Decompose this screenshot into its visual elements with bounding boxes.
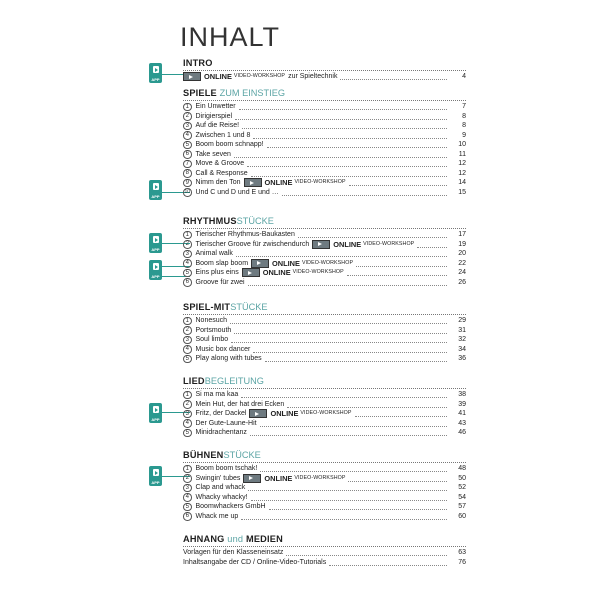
page-number: 39 [458,400,466,408]
section-spiele [183,88,466,197]
page-number: 50 [458,474,466,482]
toc-entry[interactable] [183,72,466,82]
app-badge[interactable]: APP [149,233,162,253]
page-number: 14 [458,179,466,186]
entry-number: 10 [184,189,191,195]
entry-title: Si ma ma kaa [195,391,239,398]
play-icon [153,66,159,73]
video-icon [243,474,261,483]
page-number: 34 [458,345,466,353]
entry-number: 6 [183,512,192,521]
dot-leader [417,241,447,248]
play-icon [153,406,159,413]
dot-leader [231,336,447,343]
entry-title: Boomwhackers GmbH [195,503,266,510]
divider [183,70,466,71]
toc-entry[interactable] [183,230,466,240]
entry-title: Und C und D und E und … [195,188,279,196]
dot-leader [347,269,447,276]
entry-title: Ein Unwetter [195,103,236,110]
toc-entry[interactable] [183,102,466,112]
dot-leader [251,494,447,501]
entry-title: Vorlagen für den Klasseneinsatz [183,549,284,556]
page-number: 4 [462,73,466,80]
entry-number: 3 [183,122,192,131]
page-number: 22 [458,259,466,267]
toc-entry[interactable] [183,464,466,474]
entry-number: 4 [183,259,192,268]
section-heading: BÜHNENSTÜCKE [183,450,261,460]
page-number: 52 [458,484,466,491]
section-rhythmus [183,216,466,287]
dot-leader [250,429,447,436]
dot-leader [355,410,447,417]
page-number: 17 [458,231,466,238]
section-heading: SPIEL-MITSTÜCKE [183,302,268,312]
entry-number: 4 [183,493,192,502]
entry-title: Fritz, der Dackel ONLINE VIDEO-WORKSHOP [195,409,352,418]
entry-title: Portsmouth [195,326,232,334]
dot-leader [298,231,447,238]
entry-number: 9 [183,179,192,188]
toc-entry[interactable] [183,240,466,250]
toc-entry[interactable] [183,178,466,188]
page-number: 48 [458,465,466,472]
toc-entry[interactable] [183,419,466,429]
toc-entry[interactable] [183,428,466,438]
toc-entry[interactable] [183,188,466,198]
entry-number: 3 [183,250,192,259]
dot-leader [241,513,447,520]
page-title: INHALT [180,22,281,52]
play-icon [153,183,159,190]
entry-title: ONLINE VIDEO-WORKSHOP zur Spieltechnik [183,72,337,82]
divider [183,314,466,315]
entry-number: 7 [183,160,192,169]
entry-number: 3 [183,410,192,419]
section-heading: SPIELE ZUM EINSTIEG [183,88,285,98]
toc-entry[interactable] [183,268,466,278]
dot-leader [239,103,447,110]
toc-entry[interactable] [183,278,466,288]
section-buehnen [183,450,466,521]
play-icon [153,236,159,243]
page-number: 38 [458,391,466,398]
entry-number: 6 [183,150,192,159]
toc-entry[interactable] [183,512,466,522]
dot-leader [242,122,447,129]
page-number: 20 [458,250,466,257]
page-number: 46 [458,429,466,436]
toc-entry[interactable] [183,390,466,400]
toc-entry[interactable] [183,316,466,326]
page-number: 54 [458,493,466,501]
entry-title: Nonesuch [195,317,228,324]
entry-number: 5 [183,503,192,512]
dot-leader [349,179,447,186]
toc-entry[interactable] [183,400,466,410]
toc-entry[interactable] [183,150,466,160]
page-number: 8 [462,112,466,120]
entry-number: 4 [183,131,192,140]
dot-leader [260,465,447,472]
entry-title: Boom boom tschak! [195,465,258,472]
page-number: 31 [458,326,466,334]
toc-entry[interactable] [183,354,466,364]
dot-leader [248,279,447,286]
toc-entry[interactable] [183,409,466,419]
page-number: 36 [458,355,466,362]
dot-leader [329,559,447,566]
dot-leader [348,475,447,482]
dot-leader [356,260,447,267]
entry-title: Auf die Reise! [195,122,240,129]
entry-title: Inhaltsangabe der CD / Online-Video-Tutorials [183,558,327,566]
entry-number: 4 [183,345,192,354]
app-badge[interactable]: APP [149,180,162,200]
section-anhang [183,534,466,567]
toc-entry[interactable] [183,249,466,259]
entry-title: Groove für zwei [195,278,245,286]
video-icon [249,409,267,418]
page-number: 11 [458,150,466,158]
entry-title: Nimm den Ton ONLINE VIDEO-WORKSHOP [195,178,346,187]
entry-number: 6 [183,278,192,287]
page-number: 24 [458,269,466,276]
entry-number: 5 [183,429,192,438]
page-number: 57 [458,503,466,510]
entry-title: Tierischer Rhythmus-Baukasten [195,231,295,238]
entry-title: Tierischer Groove für zwischendurch ONLINE VIDEO-WORKSHOP [195,239,415,249]
entry-title: Whacky whacky! [195,493,248,501]
dot-leader [230,317,447,324]
toc-entry[interactable] [183,140,466,150]
page-number: 26 [458,278,466,286]
entry-number: 3 [183,484,192,493]
entry-title: Call & Response [195,169,248,177]
entry-title: Soul limbo [195,336,229,343]
page-number: 41 [458,410,466,417]
dot-leader [282,189,447,196]
entry-title: Whack me up [195,512,239,520]
app-badge[interactable]: APP [149,63,162,83]
play-icon [153,469,159,476]
page-number: 9 [462,131,466,139]
app-badge[interactable]: APP [149,260,162,280]
entry-title: Mein Hut, der hat drei Ecken [195,400,285,408]
video-icon [183,72,201,81]
dot-leader [247,160,447,167]
entry-number: 3 [183,336,192,345]
section-spiel-mit [183,302,466,364]
dot-leader [269,503,447,510]
entry-title: Clap and whack [195,484,246,491]
dot-leader [267,141,447,148]
toc-entry[interactable] [183,558,466,568]
toc-entry[interactable] [183,335,466,345]
page-number: 32 [458,336,466,343]
section-heading: LIEDBEGLEITUNG [183,376,264,386]
dot-leader [235,113,447,120]
divider [183,100,466,101]
video-icon [242,268,260,277]
dot-leader [340,73,447,80]
dot-leader [241,391,447,398]
divider [183,388,466,389]
connector-line [162,74,184,75]
page-number: 63 [458,549,466,556]
entry-title: Animal walk [195,250,233,257]
video-icon [312,240,330,249]
divider [183,546,466,547]
entry-number: 1 [183,231,192,240]
video-icon [244,178,262,187]
page-number: 76 [458,558,466,566]
entry-number: 5 [183,269,192,278]
play-icon [153,263,159,270]
app-badge[interactable]: APP [149,466,162,486]
toc-entry[interactable] [183,493,466,503]
toc-entry[interactable] [183,131,466,141]
page-number: 60 [458,512,466,520]
section-heading: AHNANG und MEDIEN [183,534,283,544]
entry-number: 2 [183,326,192,335]
entry-number: 2 [183,474,192,483]
dot-leader [286,549,447,556]
toc-entry[interactable] [183,121,466,131]
toc-entry[interactable] [183,502,466,512]
entry-number: 2 [183,112,192,121]
entry-number: 8 [183,169,192,178]
entry-title: Boom boom schnapp! [195,141,264,148]
page-number: 7 [462,103,466,110]
dot-leader [234,151,447,158]
page-number: 19 [458,240,466,248]
entry-number: 5 [183,355,192,364]
page-number: 12 [458,160,466,167]
page-number: 12 [458,169,466,177]
entry-number: 1 [183,465,192,474]
toc-entry[interactable] [183,169,466,179]
entry-title: Move & Groove [195,160,245,167]
dot-leader [253,346,447,353]
page-number: 15 [458,188,466,196]
entry-title: Play along with tubes [195,355,262,362]
section-intro [183,58,466,82]
entry-number: 5 [183,141,192,150]
app-badge[interactable]: APP [149,403,162,423]
entry-title: Take seven [195,150,231,158]
dot-leader [253,132,447,139]
entry-title: Eins plus eins ONLINE VIDEO-WORKSHOP [195,268,344,277]
entry-title: Boom slap boom ONLINE VIDEO-WORKSHOP [195,258,354,268]
entry-number: 4 [183,419,192,428]
page-number: 29 [458,317,466,324]
entry-number: 1 [183,103,192,112]
toc-entry[interactable] [183,345,466,355]
section-heading: INTRO [183,58,213,68]
entry-number: 2 [183,400,192,409]
dot-leader [251,170,447,177]
toc-entry[interactable] [183,259,466,269]
dot-leader [287,401,447,408]
dot-leader [236,250,447,257]
page-number: 43 [458,419,466,427]
page-number: 8 [462,122,466,129]
entry-title: Music box dancer [195,345,251,353]
entry-title: Zwischen 1 und 8 [195,131,251,139]
entry-title: Swingin' tubes ONLINE VIDEO-WORKSHOP [195,473,346,483]
entry-title: Der Gute-Laune-Hit [195,419,257,427]
dot-leader [234,327,447,334]
toc-entry[interactable] [183,483,466,493]
section-heading: RHYTHMUSSTÜCKE [183,216,274,226]
entry-number: 1 [183,317,192,326]
page-number: 10 [458,141,466,148]
toc-entry[interactable] [183,474,466,484]
entry-title: Minidrachentanz [195,429,247,436]
entry-number: 1 [183,391,192,400]
divider [183,462,466,463]
video-icon [251,259,269,268]
dot-leader [265,355,447,362]
toc-entry[interactable] [183,159,466,169]
divider [183,228,466,229]
dot-leader [248,484,447,491]
toc-entry[interactable] [183,112,466,122]
entry-title: Dirigierspiel [195,112,233,120]
toc-entry[interactable] [183,548,466,558]
dot-leader [260,420,447,427]
section-lied [183,376,466,438]
toc-entry[interactable] [183,326,466,336]
entry-number: 2 [183,240,192,249]
